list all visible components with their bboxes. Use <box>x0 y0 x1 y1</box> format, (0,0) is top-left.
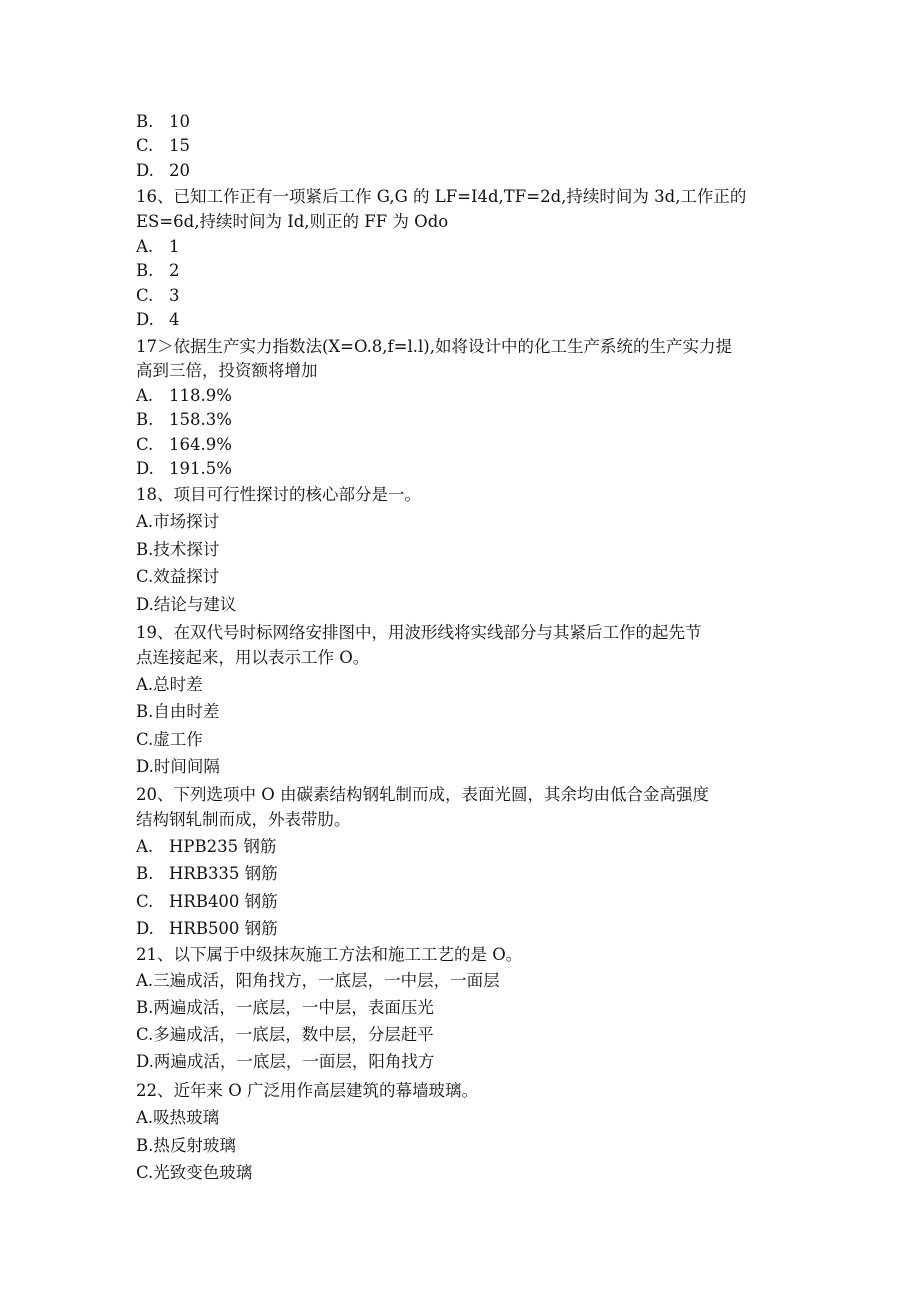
q19-option-d: D.时间间隔 <box>136 757 220 776</box>
q17-stem-line2: 高到三倍，投资额将增加 <box>136 361 318 380</box>
q19-stem-line1: 19、在双代号时标网络安排图中，用波形线将实线部分与其紧后工作的起先节 <box>136 623 702 642</box>
q20-option-d: D. HRB500 钢筋 <box>136 919 278 938</box>
q17-stem-line1: 17＞依据生产实力指数法(X=O.8,f=l.l),如将设计中的化工生产系统的生产实力提 <box>136 337 732 356</box>
q18-option-d: D.结论与建议 <box>136 595 237 614</box>
q17-option-d: D. 191.5% <box>136 459 232 478</box>
q19-option-b: B.自由时差 <box>136 702 220 721</box>
q21-option-d: D.两遍成活，一底层，一面层，阳角找方 <box>136 1052 435 1071</box>
q20-stem-line1: 20、下列选项中 O 由碳素结构钢轧制而成，表面光圆，其余均由低合金高强度 <box>136 785 710 804</box>
q20-option-b: B. HRB335 钢筋 <box>136 864 278 883</box>
q18-option-c: C.效益探讨 <box>136 567 220 586</box>
q16-option-b: B. 2 <box>136 261 180 280</box>
q22-option-b: B.热反射玻璃 <box>136 1136 236 1155</box>
q16-stem-line1: 16、已知工作正有一项紧后工作 G,G 的 LF=I4d,TF=2d,持续时间为 3d,工作正的 <box>136 187 747 206</box>
q22-stem-line1: 22、近年来 O 广泛用作高层建筑的幕墙玻璃。 <box>136 1081 479 1100</box>
q20-option-a: A. HPB235 钢筋 <box>136 837 277 856</box>
q20-option-c: C. HRB400 钢筋 <box>136 892 278 911</box>
q19-option-a: A.总时差 <box>136 675 203 694</box>
q22-option-a: A.吸热玻璃 <box>136 1108 220 1127</box>
q16-stem-line2: ES=6d,持续时间为 Id,则正的 FF 为 Odo <box>136 212 449 231</box>
q21-option-b: B.两遍成活，一底层，一中层，表面压光 <box>136 998 434 1017</box>
q17-option-a: A. 118.9% <box>136 386 232 405</box>
q18-option-a: A.市场探讨 <box>136 512 220 531</box>
q21-option-a: A.三遍成活，阳角找方，一底层，一中层，一面层 <box>136 971 500 990</box>
q21-option-c: C.多遍成活，一底层，数中层，分层赶平 <box>136 1025 434 1044</box>
q17-option-c: C. 164.9% <box>136 435 232 454</box>
q19-stem-line2: 点连接起来，用以表示工作 O。 <box>136 648 370 667</box>
q16-option-a: A. 1 <box>136 237 180 256</box>
q16-option-c: C. 3 <box>136 286 180 305</box>
q15-option-c: C. 15 <box>136 136 190 155</box>
q16-option-d: D. 4 <box>136 310 180 329</box>
q19-option-c: C.虚工作 <box>136 730 203 749</box>
q15-option-b: B. 10 <box>136 112 190 131</box>
q22-option-c: C.光致变色玻璃 <box>136 1163 253 1182</box>
q17-option-b: B. 158.3% <box>136 410 232 429</box>
q20-stem-line2: 结构钢轧制而成，外表带肋。 <box>136 810 351 829</box>
q18-option-b: B.技术探讨 <box>136 540 220 559</box>
q21-stem-line1: 21、以下属于中级抹灰施工方法和施工工艺的是 O。 <box>136 945 523 964</box>
q15-option-d: D. 20 <box>136 161 190 180</box>
q18-stem-line1: 18、项目可行性探讨的核心部分是一。 <box>136 485 421 504</box>
